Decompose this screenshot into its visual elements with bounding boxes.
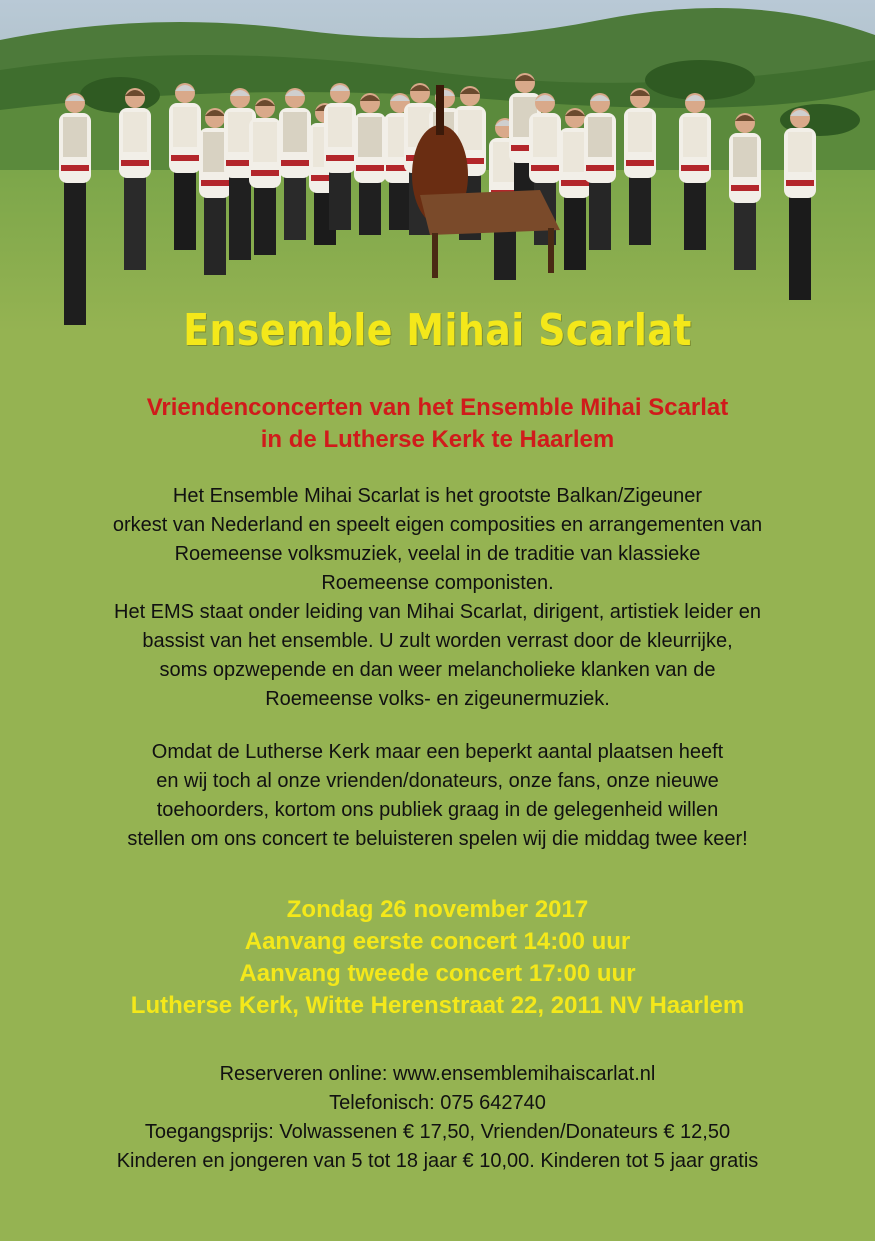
reservation-online: Reserveren online: www.ensemblemihaiscarlat.nl [219,1063,656,1085]
first-concert-time: Aanvang eerste concert 14:00 uur [244,928,631,955]
children-prices: Kinderen en jongeren van 5 tot 18 jaar € 10,00. Kinderen tot 5 jaar gratis [116,1150,759,1172]
intro-line: Het Ensemble Mihai Scarlat is het grootste Balkan/Zigeuner [172,485,703,507]
intro-line: orkest van Nederland en speelt eigen composities en arrangementen van [112,514,763,536]
ensemble-title: Ensemble Mihai Scarlat [183,305,692,356]
reservation-phone: Telefonisch: 075 642740 [329,1092,546,1114]
intro-line: bassist van het ensemble. U zult worden verrast door de kleurrijke, [142,630,733,652]
intro-line: Roemeense volks- en zigeunermuziek. [265,688,610,710]
reason-paragraph [0,738,875,854]
subtitle-line: Vriendenconcerten van het Ensemble Mihai Scarlat [146,394,729,421]
reason-line: toehoorders, kortom ons publiek graag in de gelegenheid willen [156,799,719,821]
intro-line: Roemeense componisten. [321,572,554,594]
venue-address: Lutherse Kerk, Witte Herenstraat 22, 2011 NV Haarlem [130,992,745,1019]
ticket-prices: Toegangsprijs: Volwassenen € 17,50, Vrienden/Donateurs € 12,50 [144,1121,731,1143]
intro-line: Roemeense volksmuziek, veelal in de traditie van klassieke [174,543,701,565]
second-concert-time: Aanvang tweede concert 17:00 uur [239,960,636,987]
ensemble-photo [0,0,875,332]
intro-line: soms opzwepende en dan weer melancholieke klanken van de [159,659,716,681]
concert-date: Zondag 26 november 2017 [286,896,589,923]
concert-details [0,894,875,1022]
reason-line: en wij toch al onze vrienden/donateurs, onze fans, onze nieuwe [156,770,719,792]
contact-info [0,1060,875,1176]
concert-subtitle [0,392,875,456]
reason-line: stellen om ons concert te beluisteren spelen wij die middag twee keer! [127,828,748,850]
intro-paragraph [0,482,875,714]
subtitle-line: in de Lutherse Kerk te Haarlem [260,426,615,453]
intro-line: Het EMS staat onder leiding van Mihai Scarlat, dirigent, artistiek leider en [114,601,761,623]
reason-line: Omdat de Lutherse Kerk maar een beperkt aantal plaatsen heeft [151,741,724,763]
